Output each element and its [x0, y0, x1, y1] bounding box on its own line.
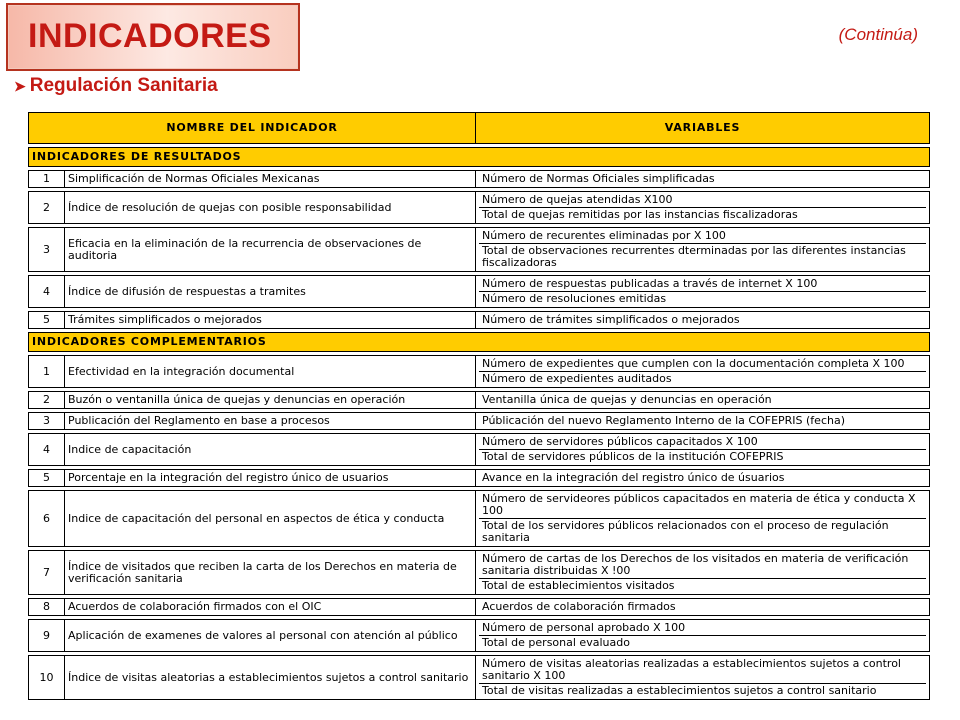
indicator-variables — [476, 490, 930, 547]
table-row — [28, 619, 930, 652]
indicator-name: Publicación del Reglamento en base a procesos — [64, 412, 476, 430]
indicator-variables — [476, 598, 930, 616]
variable-text: Número de respuestas publicadas a través de internet X 100 — [482, 277, 818, 290]
table-row — [28, 550, 930, 595]
variable-text: Total de visitas realizadas a establecimientos sujetos a control sanitario — [479, 683, 926, 698]
indicator-name: Trámites simplificados o mejorados — [64, 311, 476, 329]
variable-text: Número de Normas Oficiales simplificadas — [482, 172, 715, 185]
variable-text: Avance en la integración del registro único de úsuarios — [482, 471, 785, 484]
table-header-row — [28, 112, 930, 144]
indicator-number: 10 — [28, 655, 64, 700]
title-banner — [6, 3, 300, 71]
indicator-variables — [476, 550, 930, 595]
indicator-variables — [476, 655, 930, 700]
indicator-name: Porcentaje en la integración del registro único de usuarios — [64, 469, 476, 487]
indicator-number: 3 — [28, 227, 64, 272]
variable-text: Número de visitas aleatorias realizadas a establecimientos sujetos a control sanitario X 100 — [482, 657, 901, 682]
subtitle-text: Regulación Sanitaria — [29, 75, 218, 96]
arrow-bullet-icon: ➤ — [14, 78, 26, 94]
header-variables: VARIABLES — [476, 112, 930, 144]
variable-text: Total de quejas remitidas por las instancias fiscalizadoras — [479, 207, 926, 222]
table-row — [28, 391, 930, 409]
variable-text: Total de personal evaluado — [479, 635, 926, 650]
indicator-name: Eficacia en la eliminación de la recurrencia de observaciones de auditoria — [64, 227, 476, 272]
section-header-row — [28, 147, 930, 167]
indicator-variables — [476, 191, 930, 224]
table-row — [28, 227, 930, 272]
variable-text: Número de trámites simplificados o mejorados — [482, 313, 740, 326]
table-row — [28, 275, 930, 308]
page-title: INDICADORES — [28, 17, 272, 55]
indicator-variables — [476, 311, 930, 329]
indicator-number: 6 — [28, 490, 64, 547]
section-title: INDICADORES COMPLEMENTARIOS — [28, 332, 930, 352]
indicator-name: Índice de visitas aleatorias a establecimientos sujetos a control sanitario — [64, 655, 476, 700]
variable-text: Número de expedientes que cumplen con la documentación completa X 100 — [482, 357, 905, 370]
indicator-name: Índice de difusión de respuestas a tramites — [64, 275, 476, 308]
indicator-number: 5 — [28, 311, 64, 329]
indicator-number: 8 — [28, 598, 64, 616]
indicator-number: 1 — [28, 170, 64, 188]
variable-text: Ventanilla única de quejas y denuncias en operación — [482, 393, 772, 406]
variable-text: Número de servideores públicos capacitados en materia de ética y conducta X 100 — [482, 492, 916, 517]
section-header-row — [28, 332, 930, 352]
indicator-name: Índice de visitados que reciben la carta de los Derechos en materia de verificación sanitaria — [64, 550, 476, 595]
indicator-name: Buzón o ventanilla única de quejas y denuncias en operación — [64, 391, 476, 409]
indicator-variables — [476, 170, 930, 188]
variable-text: Número de recurentes eliminadas por X 100 — [482, 229, 726, 242]
table-row — [28, 433, 930, 466]
variable-text: Acuerdos de colaboración firmados — [482, 600, 676, 613]
continued-label: (Continúa) — [838, 25, 918, 44]
table-row — [28, 191, 930, 224]
indicator-variables — [476, 412, 930, 430]
indicator-number: 7 — [28, 550, 64, 595]
table-row — [28, 490, 930, 547]
indicator-name: Indice de capacitación del personal en aspectos de ética y conducta — [64, 490, 476, 547]
header-indicator-name: NOMBRE DEL INDICADOR — [28, 112, 476, 144]
table-row — [28, 170, 930, 188]
indicator-variables — [476, 355, 930, 388]
table-row — [28, 311, 930, 329]
indicator-number: 5 — [28, 469, 64, 487]
variable-text: Número de quejas atendidas X100 — [482, 193, 673, 206]
variable-text: Total de los servidores públicos relacionados con el proceso de regulación sanitaria — [479, 518, 926, 545]
indicator-number: 2 — [28, 191, 64, 224]
variable-text: Públicación del nuevo Reglamento Interno de la COFEPRIS (fecha) — [482, 414, 845, 427]
variable-text: Número de personal aprobado X 100 — [482, 621, 686, 634]
variable-text: Número de resoluciones emitidas — [479, 291, 926, 306]
indicator-variables — [476, 391, 930, 409]
indicator-variables — [476, 619, 930, 652]
indicator-name: Índice de resolución de quejas con posible responsabilidad — [64, 191, 476, 224]
indicator-variables — [476, 433, 930, 466]
indicator-number: 3 — [28, 412, 64, 430]
variable-text: Número de expedientes auditados — [479, 371, 926, 386]
indicator-variables — [476, 227, 930, 272]
indicator-number: 2 — [28, 391, 64, 409]
indicator-variables — [476, 469, 930, 487]
table-row — [28, 412, 930, 430]
variable-text: Total de servidores públicos de la institución COFEPRIS — [479, 449, 926, 464]
variable-text: Total de observaciones recurrentes dterminadas por las diferentes instancias fiscalizadoras — [479, 243, 926, 270]
table-row — [28, 655, 930, 700]
indicator-number: 4 — [28, 433, 64, 466]
indicators-table — [28, 109, 930, 703]
indicator-name: Acuerdos de colaboración firmados con el OIC — [64, 598, 476, 616]
table-row — [28, 469, 930, 487]
indicator-name: Aplicación de examenes de valores al personal con atención al público — [64, 619, 476, 652]
indicator-variables — [476, 275, 930, 308]
indicator-number: 1 — [28, 355, 64, 388]
indicator-number: 4 — [28, 275, 64, 308]
table-row — [28, 598, 930, 616]
section-title: INDICADORES DE RESULTADOS — [28, 147, 930, 167]
indicator-number: 9 — [28, 619, 64, 652]
indicator-name: Efectividad en la integración documental — [64, 355, 476, 388]
table-row — [28, 355, 930, 388]
section-subtitle — [14, 75, 218, 97]
variable-text: Total de establecimientos visitados — [479, 578, 926, 593]
variable-text: Número de servidores públicos capacitados X 100 — [482, 435, 758, 448]
indicator-name: Indice de capacitación — [64, 433, 476, 466]
variable-text: Número de cartas de los Derechos de los visitados en materia de verificación sanitaria distribuidas X !00 — [482, 552, 909, 577]
indicator-name: Simplificación de Normas Oficiales Mexicanas — [64, 170, 476, 188]
